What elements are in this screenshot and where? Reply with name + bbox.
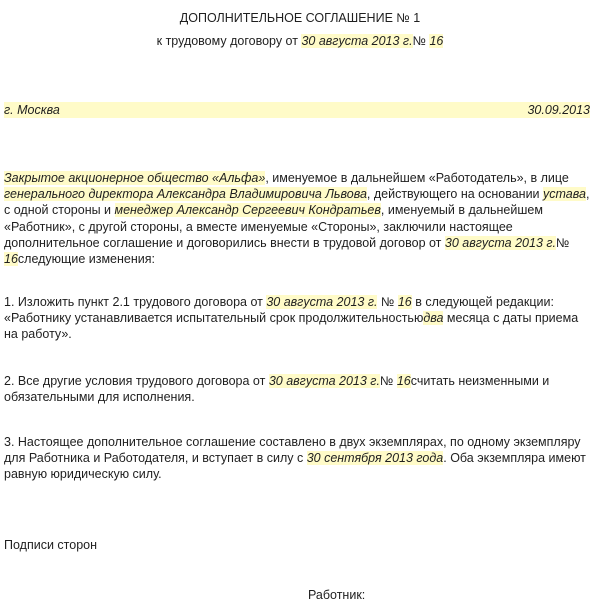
subtitle-contract-number: 16 xyxy=(429,34,444,48)
preamble-text: , с одной стороны и xyxy=(4,187,590,218)
preamble-paragraph xyxy=(4,170,590,267)
city: г. Москва xyxy=(4,103,60,117)
document-title: ДОПОЛНИТЕЛЬНОЕ СОГЛАШЕНИЕ № 1 xyxy=(179,11,421,25)
contract-number: 16 xyxy=(397,295,412,309)
clause-text: месяца с даты приема на работу». xyxy=(4,311,579,342)
clause-3 xyxy=(4,434,590,483)
contract-number: 16 xyxy=(396,374,411,388)
clause-text: считать неизменными и обязательными для исполнения. xyxy=(4,374,550,405)
number-sign: № xyxy=(556,235,570,250)
preamble-text: , именуемый в дальнейшем «Работник», с другой стороны, а вместе именуемые «Стороны», заключили настоящее дополнительное соглашение и договорились внести в трудовой договор от xyxy=(4,203,543,250)
employee-name: менеджер Александр Сергеевич Кондратьев xyxy=(114,203,381,218)
contract-date: 30 августа 2013 г. xyxy=(266,295,378,309)
agreement-date: 30.09.2013 xyxy=(527,103,590,117)
basis-document: устава xyxy=(543,187,586,202)
preamble-text: следующие изменения: xyxy=(17,252,155,267)
director-name: генерального директора Александра Владимировича Львова xyxy=(4,187,367,202)
subtitle-contract-date: 30 августа 2013 г. xyxy=(301,34,413,48)
clause-text: . Оба экземпляра имеют равную юридическую силу. xyxy=(4,451,586,482)
subtitle-number-sign: № xyxy=(412,34,430,48)
company-name: Закрытое акционерное общество «Альфа» xyxy=(4,171,266,185)
clause-text: 1. Изложить пункт 2.1 трудового договора от xyxy=(4,295,267,309)
clause-1 xyxy=(4,294,590,343)
contract-number: 16 xyxy=(4,252,18,267)
signatures-heading: Подписи сторон xyxy=(4,538,98,552)
clause-2 xyxy=(4,373,590,405)
preamble-text: , действующего на основании xyxy=(366,187,540,202)
number-sign: № xyxy=(377,295,398,309)
number-sign: № xyxy=(379,374,397,388)
worker-label: Работник: xyxy=(308,588,366,602)
contract-date: 30 августа 2013 г. xyxy=(268,374,380,388)
clause-text: в следующей редакции: «Работнику устанавливается испытательный срок продолжительностью xyxy=(4,295,554,326)
place-date-row xyxy=(4,102,590,118)
clause-text: 3. Настоящее дополнительное соглашение составлено в двух экземплярах, по одному экземпляру для Работника и Работодателя, и вступает в силу с xyxy=(4,435,581,466)
probation-period: два xyxy=(423,311,444,326)
document-subtitle xyxy=(0,33,600,49)
subtitle-prefix: к трудовому договору от xyxy=(156,34,302,48)
effective-date: 30 сентября 2013 года xyxy=(306,451,444,466)
clause-text: 2. Все другие условия трудового договора от xyxy=(4,374,269,388)
preamble-text: , именуемое в дальнейшем «Работодатель», в лице xyxy=(265,171,569,185)
contract-date: 30 августа 2013 г. xyxy=(444,235,557,250)
